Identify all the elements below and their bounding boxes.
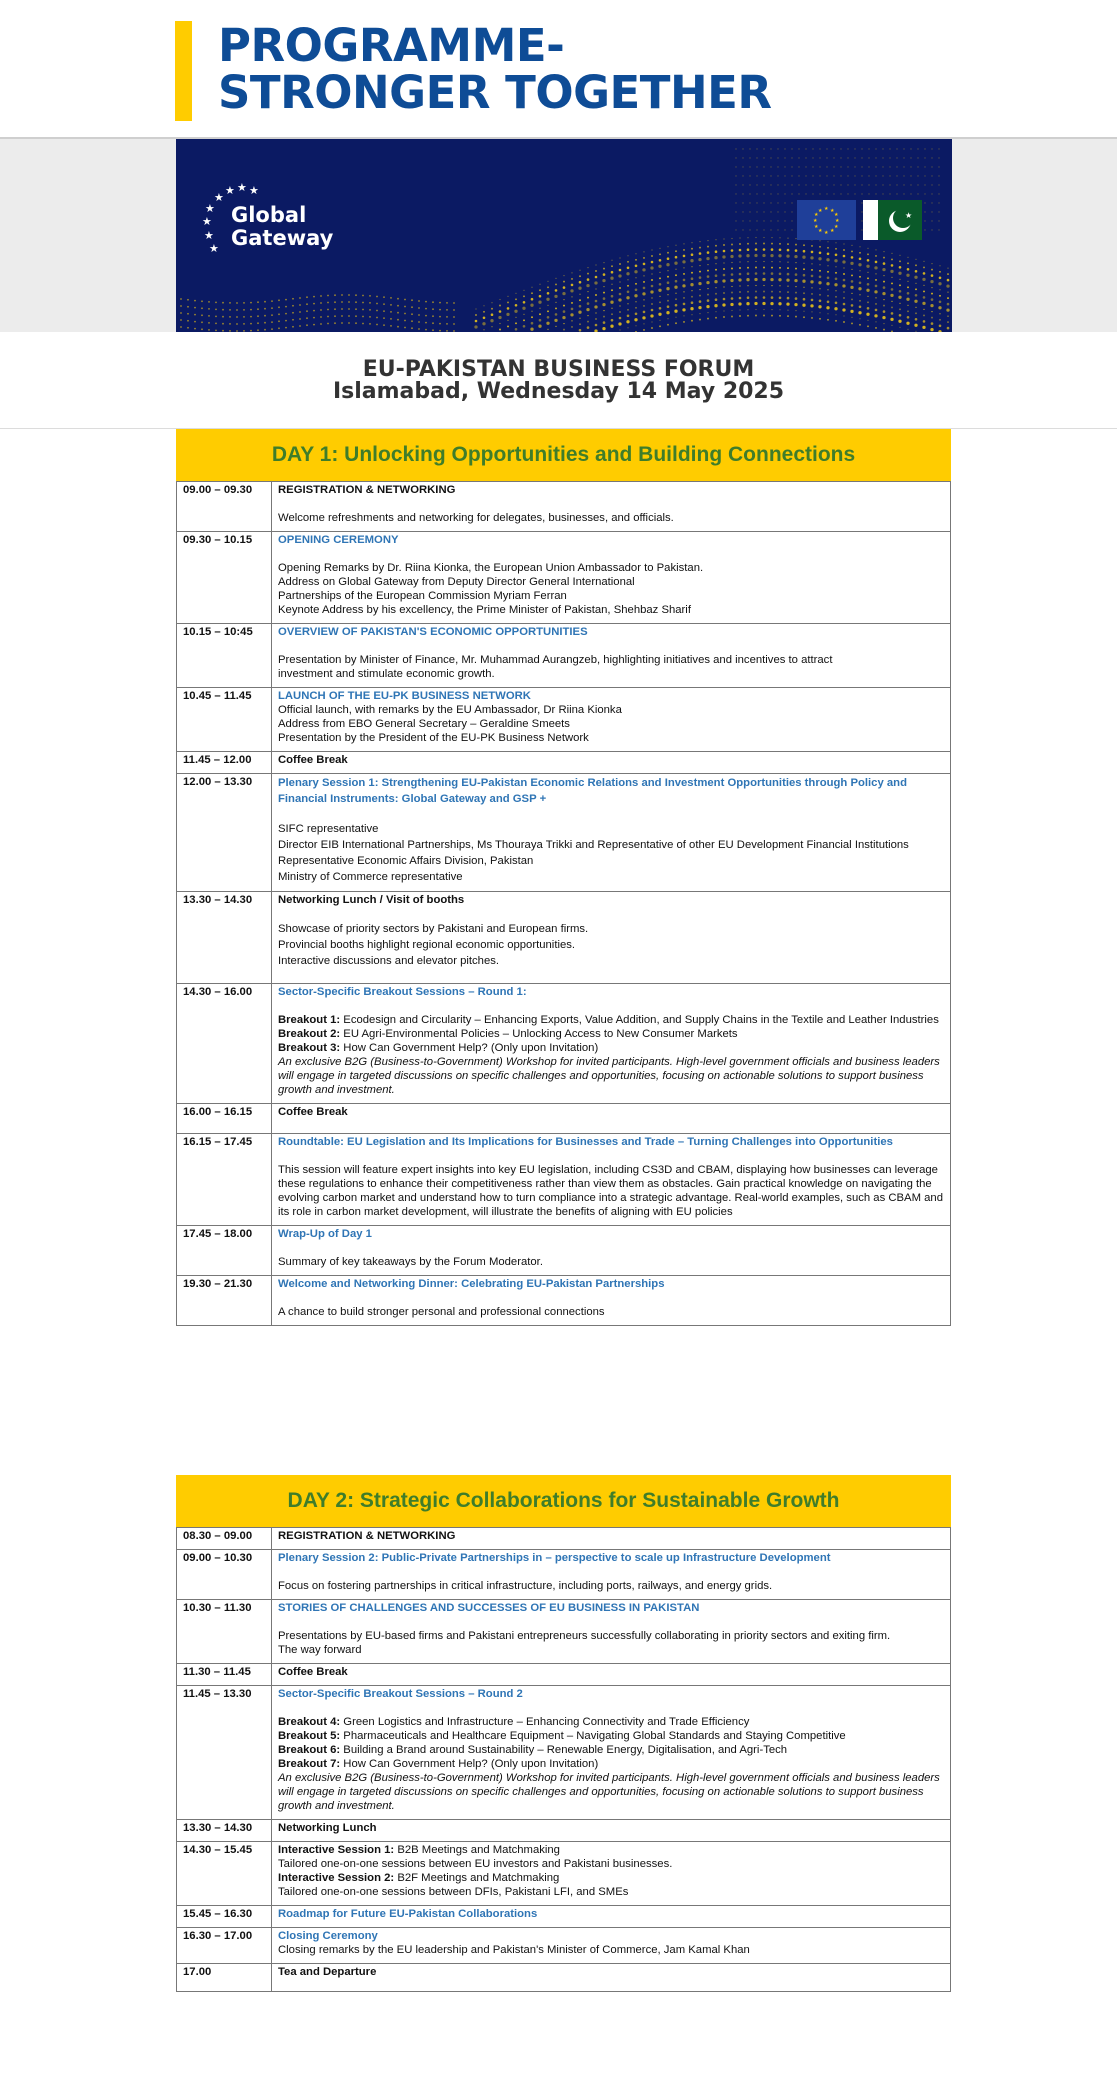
time-cell: 15.45 – 16.30 [177, 1906, 272, 1928]
forum-title-block [0, 332, 1117, 429]
table-row [177, 624, 951, 688]
session-cell: Interactive Session 1: B2B Meetings and Matchmaking Tailored one-on-one sessions between EU investors and Pakistani businesses. Interactive Session 2: B2F Meetings and Matchmaking Tailored one-on-one sessions between DFIs, Pakistani LFI, and SMEs [272, 1842, 951, 1906]
programme-title: PROGRAMME- STRONGER TOGETHER [218, 19, 772, 119]
session-cell: REGISTRATION & NETWORKING Welcome refreshments and networking for delegates, businesses, and officials. [272, 482, 951, 532]
global-gateway-banner [176, 139, 952, 332]
session-cell: Coffee Break [272, 752, 951, 774]
svg-text:★: ★ [237, 182, 247, 194]
time-cell: 13.30 – 14.30 [177, 1820, 272, 1842]
session-cell: Coffee Break [272, 1104, 951, 1134]
time-cell: 16.30 – 17.00 [177, 1928, 272, 1964]
banner-band [0, 139, 1117, 332]
svg-text:★: ★ [818, 228, 823, 234]
svg-text:★: ★ [834, 212, 839, 218]
svg-text:★: ★ [835, 218, 840, 224]
session-cell: Coffee Break [272, 1664, 951, 1686]
page-header [0, 0, 1117, 139]
session-cell: Networking Lunch [272, 1820, 951, 1842]
pakistan-flag-icon [863, 200, 922, 240]
svg-text:★: ★ [204, 230, 214, 242]
day2-heading: DAY 2: Strategic Collaborations for Sustainable Growth [176, 1475, 951, 1527]
day2-section [176, 1475, 951, 1992]
accent-bar [175, 21, 192, 121]
table-row [177, 688, 951, 752]
session-cell: Sector-Specific Breakout Sessions – Round 1: Breakout 1: Ecodesign and Circularity – Enhancing Exports, Value Addition, and Supply Chains in the Textile and Leather Industries Breakout 2: EU Agri-Environmental Policies – Unlocking Access to New Consumer Markets Breakout 3: How Can Government Help? (Only upon Invitation) An exclusive B2G (Business-to-Government) Workshop for invited participants. High-level government officials and business leaders will engage in targeted discussions on specific challenges and opportunities, focusing on actionable solutions to support business growth and investment. [272, 984, 951, 1104]
svg-text:★: ★ [824, 206, 829, 212]
session-cell: STORIES OF CHALLENGES AND SUCCESSES OF EU BUSINESS IN PAKISTAN Presentations by EU-based firms and Pakistani entrepreneurs successfully collaborating in priority sectors and exiting firm. The way forward [272, 1600, 951, 1664]
table-row [177, 1134, 951, 1226]
time-cell: 08.30 – 09.00 [177, 1528, 272, 1550]
svg-text:★: ★ [205, 203, 215, 215]
time-cell: 10.15 – 10:45 [177, 624, 272, 688]
time-cell: 09.30 – 10.15 [177, 532, 272, 624]
svg-text:★: ★ [824, 230, 829, 236]
svg-text:★: ★ [249, 185, 259, 197]
session-cell: Sector-Specific Breakout Sessions – Round 2 Breakout 4: Green Logistics and Infrastructure – Enhancing Connectivity and Trade Efficiency Breakout 5: Pharmaceuticals and Healthcare Equipment – Navigating Global Standards and Staying Competitive Breakout 6: Building a Brand around Sustainability – Renewable Energy, Digitalisation, and Agri-Tech Breakout 7: How Can Government Help? (Only upon Invitation) An exclusive B2G (Business-to-Government) Workshop for invited participants. High-level government officials and business leaders will engage in targeted discussions on specific challenges and opportunities, focusing on actionable solutions to support business growth and investment. [272, 1686, 951, 1820]
time-cell: 12.00 – 13.30 [177, 774, 272, 892]
svg-text:★: ★ [813, 218, 818, 224]
svg-text:★: ★ [830, 208, 835, 214]
table-row [177, 1964, 951, 1992]
day1-table [176, 481, 951, 1326]
session-cell: OPENING CEREMONY Opening Remarks by Dr. Riina Kionka, the European Union Ambassador to Pakistan. Address on Global Gateway from Deputy Director General International Partnerships of the European Commission Myriam Ferran Keynote Address by his excellency, the Prime Minister of Pakistan, Shehbaz Sharif [272, 532, 951, 624]
table-row [177, 1600, 951, 1664]
svg-text:★: ★ [818, 208, 823, 214]
svg-text:★: ★ [209, 243, 219, 255]
session-cell: Plenary Session 1: Strengthening EU-Pakistan Economic Relations and Investment Opportunities through Policy and Financial Instruments: Global Gateway and GSP + SIFC representative Director EIB International Partnerships, Ms Thouraya Trikki and Representative of other EU Development Financial Institutions Representative Economic Affairs Division, Pakistan Ministry of Commerce representative [272, 774, 951, 892]
svg-text:★: ★ [830, 228, 835, 234]
table-row [177, 1928, 951, 1964]
table-row [177, 984, 951, 1104]
global-gateway-logo: Global Gateway [231, 203, 334, 250]
table-row [177, 1550, 951, 1600]
session-cell: Roundtable: EU Legislation and Its Implications for Businesses and Trade – Turning Challenges into Opportunities This session will feature expert insights into key EU legislation, including CS3D and CBAM, displaying how businesses can leverage these regulations to enhance their competitiveness rather than view them as obstacles. Gain practical knowledge on navigating the evolving carbon market and understand how to turn compliance into a strategic advantage. Real-world examples, such as CBAM and its role in carbon market development, will illustrate the benefits of aligning with EU policies [272, 1134, 951, 1226]
time-cell: 14.30 – 16.00 [177, 984, 272, 1104]
svg-text:★: ★ [834, 224, 839, 230]
svg-text:★: ★ [202, 216, 212, 228]
time-cell: 11.45 – 12.00 [177, 752, 272, 774]
session-cell: Roadmap for Future EU-Pakistan Collaborations [272, 1906, 951, 1928]
table-row [177, 1664, 951, 1686]
time-cell: 11.30 – 11.45 [177, 1664, 272, 1686]
table-row [177, 892, 951, 984]
session-cell: Tea and Departure [272, 1964, 951, 1992]
session-cell: Welcome and Networking Dinner: Celebrating EU-Pakistan Partnerships A chance to build stronger personal and professional connections [272, 1276, 951, 1326]
time-cell: 09.00 – 09.30 [177, 482, 272, 532]
svg-text:★: ★ [814, 212, 819, 218]
time-cell: 19.30 – 21.30 [177, 1276, 272, 1326]
session-cell: REGISTRATION & NETWORKING [272, 1528, 951, 1550]
time-cell: 10.45 – 11.45 [177, 688, 272, 752]
table-row [177, 1226, 951, 1276]
session-cell: Plenary Session 2: Public-Private Partnerships in – perspective to scale up Infrastructure Development Focus on fostering partnerships in critical infrastructure, including ports, railways, and energy grids. [272, 1550, 951, 1600]
day1-heading: DAY 1: Unlocking Opportunities and Building Connections [176, 429, 951, 481]
svg-text:★: ★ [905, 211, 913, 220]
time-cell: 17.45 – 18.00 [177, 1226, 272, 1276]
time-cell: 16.00 – 16.15 [177, 1104, 272, 1134]
table-row [177, 1686, 951, 1820]
forum-title: EU-PAKISTAN BUSINESS FORUM [362, 357, 755, 382]
table-row [177, 482, 951, 532]
time-cell: 11.45 – 13.30 [177, 1686, 272, 1820]
day2-table [176, 1527, 951, 1992]
session-cell: Networking Lunch / Visit of booths Showcase of priority sectors by Pakistani and European firms. Provincial booths highlight regional economic opportunities. Interactive discussions and elevator pitches. [272, 892, 951, 984]
svg-text:★: ★ [214, 192, 224, 204]
session-cell: OVERVIEW OF PAKISTAN'S ECONOMIC OPPORTUNITIES Presentation by Minister of Finance, Mr. Muhammad Aurangzeb, highlighting initiatives and incentives to attract investment and stimulate economic growth. [272, 624, 951, 688]
svg-text:★: ★ [814, 224, 819, 230]
time-cell: 14.30 – 15.45 [177, 1842, 272, 1906]
table-row [177, 532, 951, 624]
table-row [177, 1528, 951, 1550]
session-cell: Wrap-Up of Day 1 Summary of key takeaways by the Forum Moderator. [272, 1226, 951, 1276]
session-cell: LAUNCH OF THE EU-PK BUSINESS NETWORK Official launch, with remarks by the EU Ambassador, Dr Riina Kionka Address from EBO General Secretary – Geraldine Smeets Presentation by the President of the EU-PK Business Network [272, 688, 951, 752]
time-cell: 13.30 – 14.30 [177, 892, 272, 984]
time-cell: 09.00 – 10.30 [177, 1550, 272, 1600]
forum-subtitle: Islamabad, Wednesday 14 May 2025 [332, 379, 785, 404]
table-row [177, 1906, 951, 1928]
table-row [177, 1842, 951, 1906]
time-cell: 10.30 – 11.30 [177, 1600, 272, 1664]
table-row [177, 1104, 951, 1134]
session-cell: Closing Ceremony Closing remarks by the EU leadership and Pakistan's Minister of Commerce, Jam Kamal Khan [272, 1928, 951, 1964]
eu-flag-icon [797, 200, 856, 240]
table-row [177, 1820, 951, 1842]
svg-text:★: ★ [225, 185, 235, 197]
table-row [177, 1276, 951, 1326]
time-cell: 17.00 [177, 1964, 272, 1992]
time-cell: 16.15 – 17.45 [177, 1134, 272, 1226]
table-row [177, 774, 951, 892]
day1-section [176, 429, 951, 1326]
table-row [177, 752, 951, 774]
